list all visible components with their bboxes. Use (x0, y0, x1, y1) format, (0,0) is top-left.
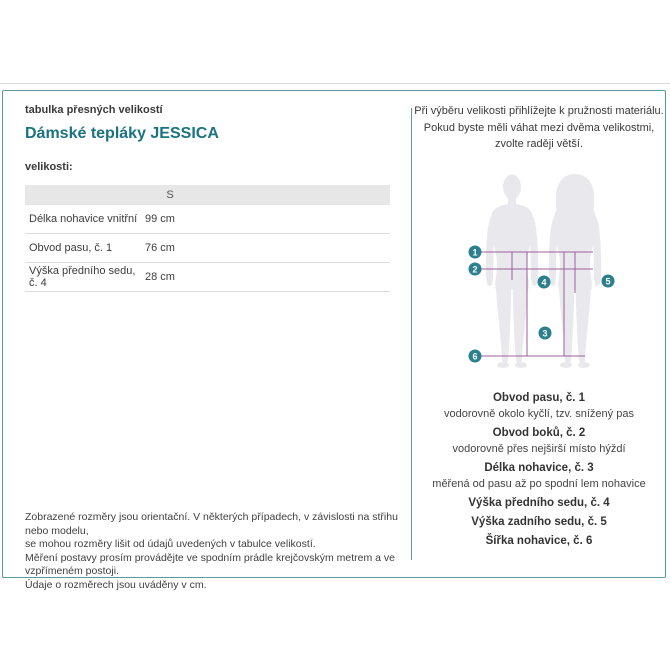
note-line: Měření postavy prosím provádějte ve spodním prádle krejčovským metrem a ve vzpřímeném postoji. (25, 551, 395, 577)
row-label: Obvod pasu, č. 1 (29, 242, 113, 254)
legend-item (413, 533, 665, 549)
legend-item-title: Délka nohavice, č. 3 (484, 462, 594, 474)
legend-item-title: Šířka nohavice, č. 6 (485, 535, 593, 547)
sizes-label: velikosti: (25, 161, 73, 173)
size-table-header-size-s: S (166, 189, 174, 201)
legend-item (413, 425, 665, 457)
fit-advice-line: Při výběru velikosti přihlížejte k pružnosti materiálu. (414, 105, 664, 117)
legend-item (413, 514, 665, 530)
measurement-legend (413, 390, 665, 552)
legend-item (413, 495, 665, 511)
note-line: se mohou rozměry lišit od údajů uvedených v tabulce velikostí. (25, 538, 316, 550)
badge-5-number: 5 (605, 276, 611, 287)
panel-divider (411, 108, 412, 560)
badge-1-number: 1 (472, 247, 478, 258)
row-label: Výška předního sedu, č. 4 (29, 265, 136, 289)
badge-2-number: 2 (472, 264, 478, 275)
row-value: 28 cm (145, 271, 175, 283)
top-divider (0, 83, 670, 84)
table-row (25, 234, 390, 263)
row-value: 76 cm (145, 242, 175, 254)
legend-item-title: Obvod pasu, č. 1 (492, 392, 586, 404)
table-eyebrow-label: tabulka přesných velikostí (25, 104, 163, 116)
product-title: Dámské tepláky JESSICA (25, 125, 219, 142)
legend-item-desc: vodorovně okolo kyčlí, tzv. snížený pas (444, 408, 634, 420)
table-row (25, 263, 390, 292)
badge-3-number: 3 (542, 328, 548, 339)
legend-item-desc: vodorovně přes nejširší místo hýždí (452, 443, 626, 455)
note-line: Údaje o rozměrech jsou uváděny v cm. (25, 578, 207, 591)
legend-item-title: Obvod boků, č. 2 (492, 427, 586, 439)
legend-item-title: Výška předního sedu, č. 4 (468, 497, 610, 509)
fit-advice-line: Pokud byste měli váhat mezi dvěma velikostmi, (423, 121, 655, 134)
row-value: 99 cm (145, 213, 175, 225)
badge-4-number: 4 (541, 277, 547, 288)
legend-item (413, 460, 665, 492)
legend-item (413, 390, 665, 422)
size-table-header (25, 185, 390, 205)
fit-advice-line: zvolte raději větší. (494, 138, 584, 150)
measurement-notes (25, 511, 405, 592)
table-row (25, 205, 390, 234)
body-silhouettes-figure (445, 166, 645, 382)
legend-item-desc: měřená od pasu až po spodní lem nohavice (432, 478, 646, 490)
legend-item-title: Výška zadního sedu, č. 5 (471, 516, 607, 528)
note-line: Zobrazené rozměry jsou orientační. V některých případech, v závislosti na střihu nebo modelu, (25, 511, 398, 537)
measurement-diagram (445, 166, 645, 382)
size-table (25, 185, 390, 292)
badge-6-number: 6 (472, 351, 478, 362)
row-label: Délka nohavice vnitřní (29, 213, 138, 225)
fit-advice-text (413, 103, 665, 153)
